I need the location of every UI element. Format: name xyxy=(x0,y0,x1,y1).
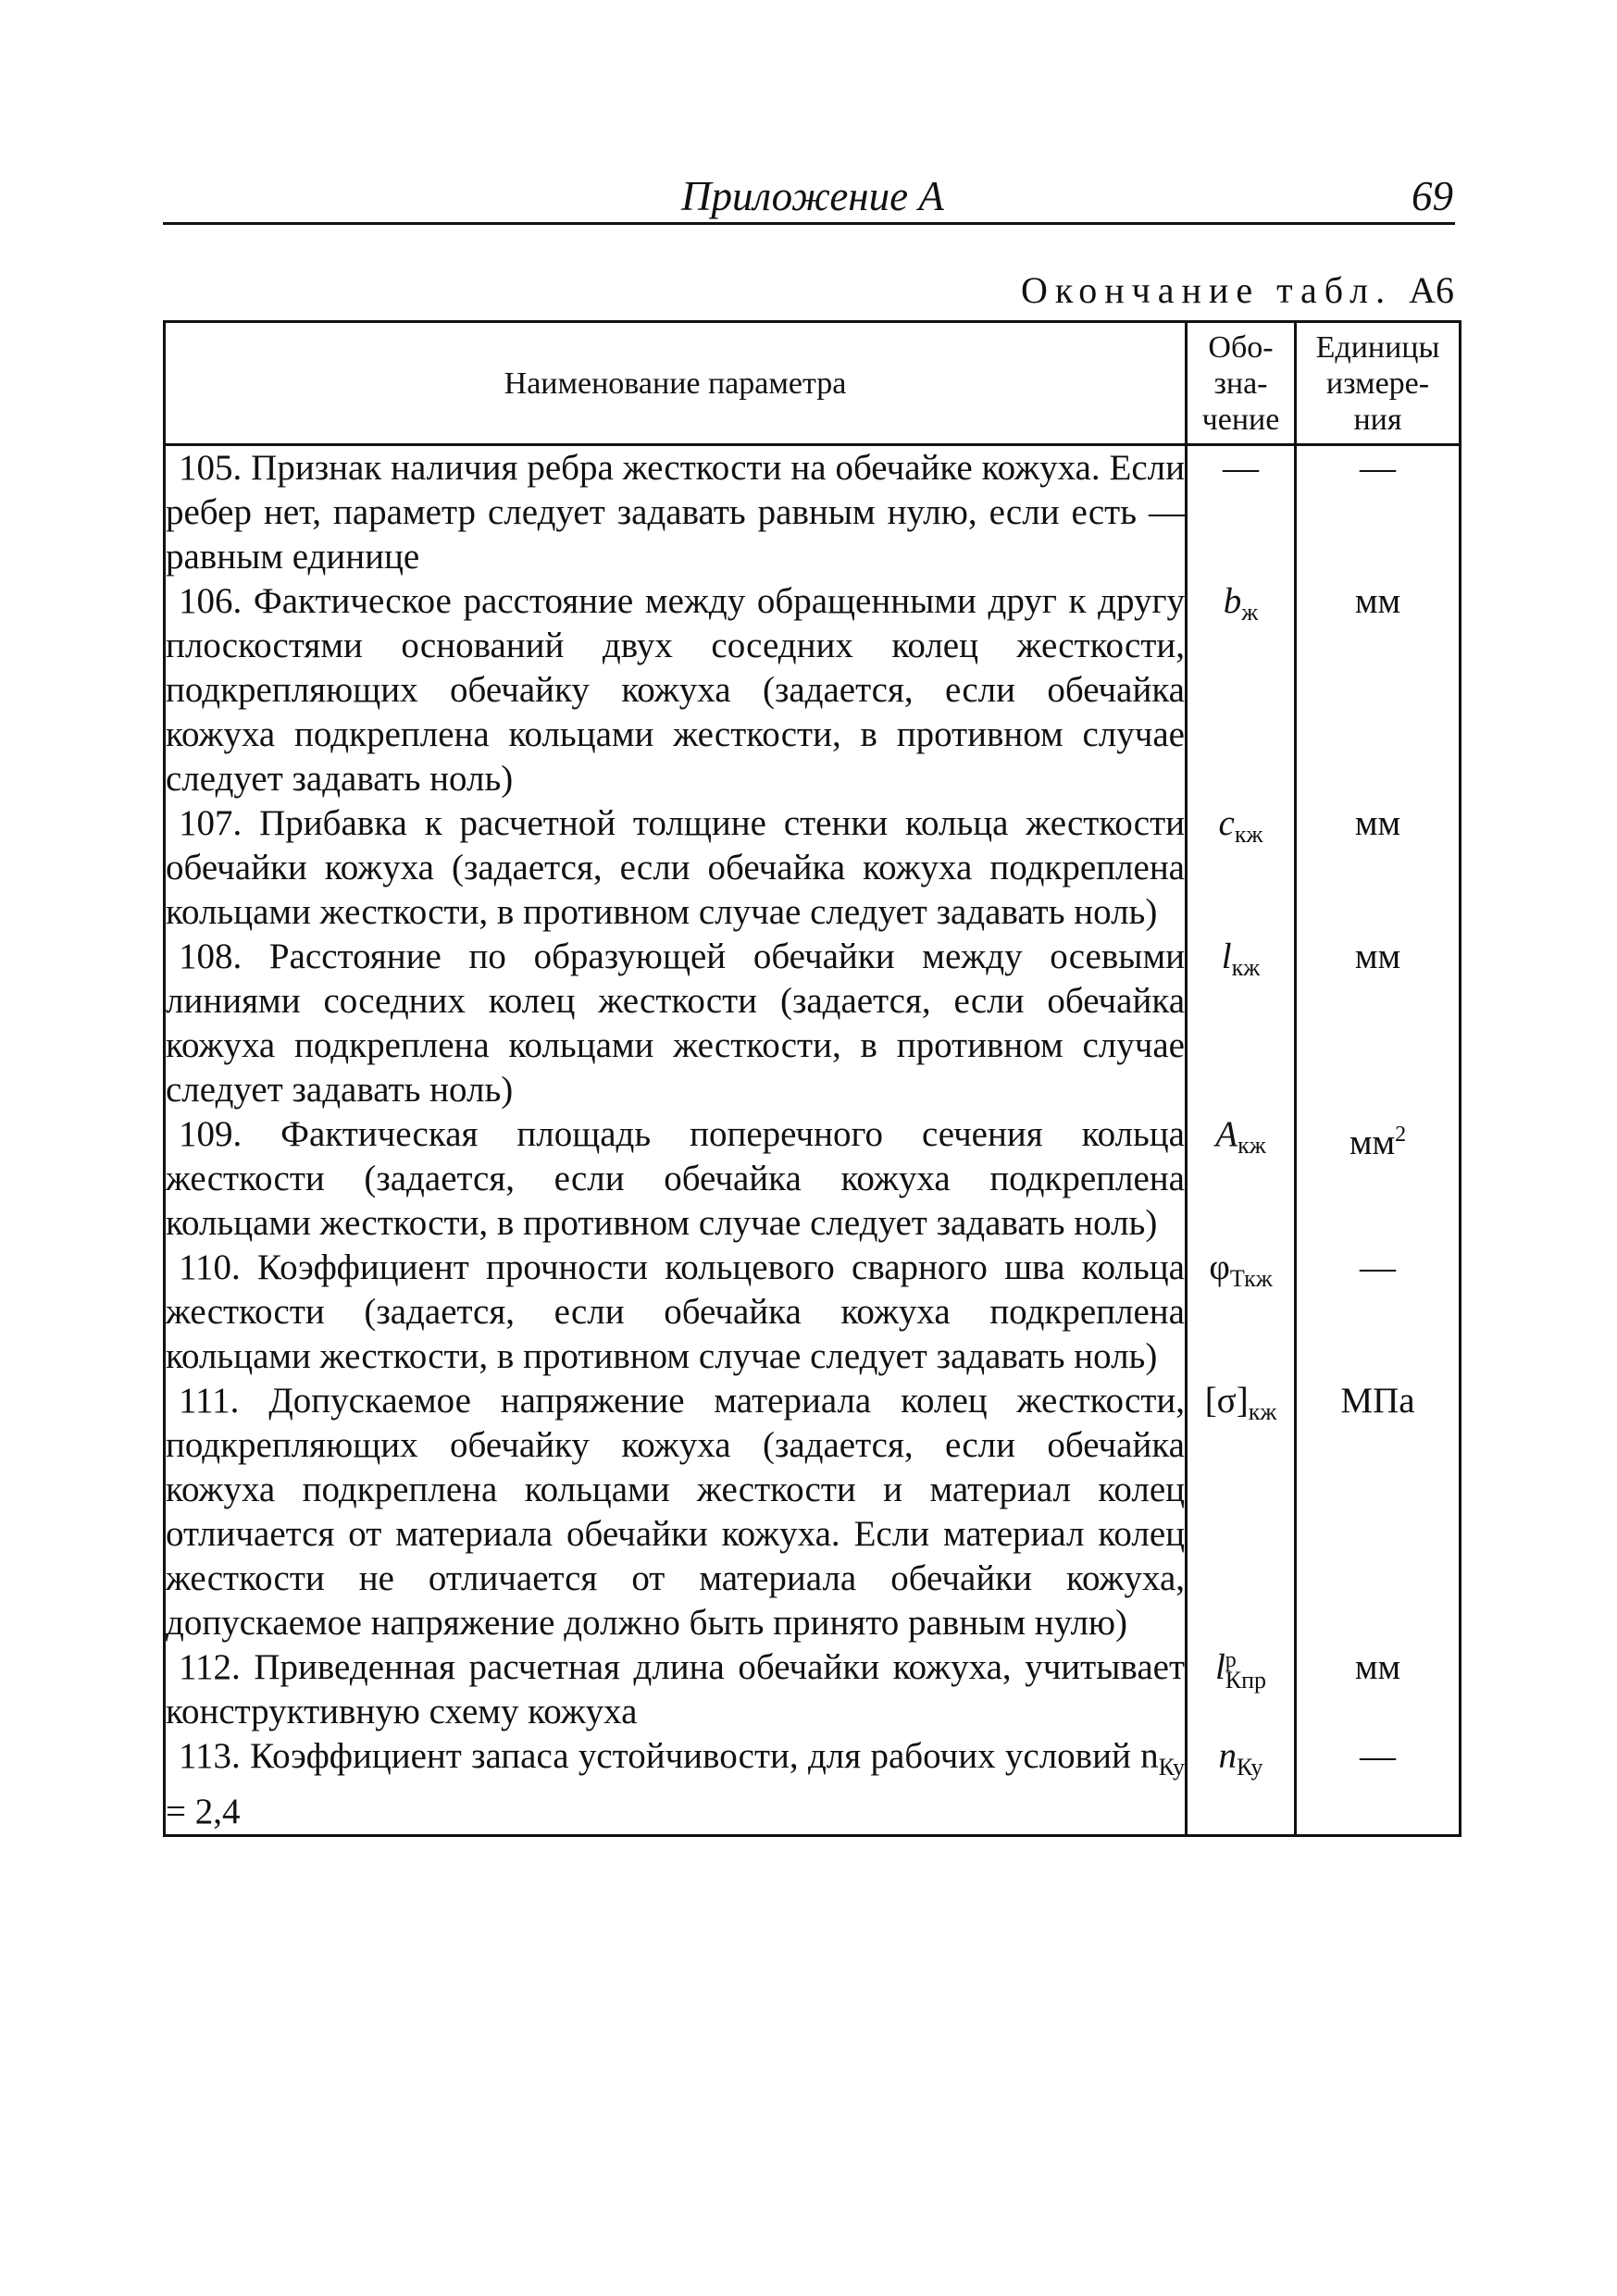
symbol-main: n xyxy=(1218,1736,1238,1776)
param-name xyxy=(165,579,1187,801)
param-symbol xyxy=(1187,1379,1296,1645)
continuation-label: Окончание табл. xyxy=(1020,269,1393,311)
header-symbol-text: Обо- зна- чение xyxy=(1201,329,1280,437)
table-continuation-caption xyxy=(1021,268,1454,312)
symbol-subscript: кж xyxy=(1231,954,1261,981)
table-row xyxy=(165,1112,1461,1246)
param-name xyxy=(165,935,1187,1112)
symbol-subscript: кж xyxy=(1234,821,1263,848)
symbol-main: b xyxy=(1223,581,1242,621)
param-text: 110. Коэффициент прочности кольцевого сварного шва кольца жесткости (задается, если обечайка кожуха подкреплена кольцами жесткости, в противном случае следует задавать ноль) xyxy=(166,1247,1185,1376)
param-name xyxy=(165,1246,1187,1379)
table-row xyxy=(165,445,1461,580)
param-unit: мм xyxy=(1296,579,1461,801)
param-text: 108. Расстояние по образующей обечайки между осевыми линиями соседних колец жесткости (задается, если обечайка кожуха подкреплена кольцами жесткости, в противном случае следует задавать ноль) xyxy=(166,937,1185,1110)
param-unit xyxy=(1296,1112,1461,1246)
param-symbol xyxy=(1187,1246,1296,1379)
table-row xyxy=(165,1734,1461,1836)
header-symbol xyxy=(1187,322,1296,445)
symbol-subscript: Ткж xyxy=(1229,1265,1273,1292)
param-unit: — xyxy=(1296,1246,1461,1379)
header-parameter-name: Наименование параметра xyxy=(165,322,1187,445)
param-text: 107. Прибавка к расчетной толщине стенки кольца жесткости обечайки кожуха (задается, если обечайка кожуха подкреплена кольцами жесткости, в противном случае следует задавать ноль) xyxy=(166,803,1185,932)
param-name xyxy=(165,1112,1187,1246)
param-text: 111. Допускаемое напряжение материала колец жесткости, подкрепляющих обечайку кожуха (задается, если обечайка кожуха подкреплена кольцами жесткости и материал колец отличается от материала обечайки кожуха. Если материал колец жесткости не отличается от материала обечайки кожуха, допускаемое напряжение должно быть принято равным нулю) xyxy=(166,1381,1185,1643)
param-symbol xyxy=(1187,1112,1296,1246)
param-unit: мм xyxy=(1296,801,1461,935)
param-unit: МПа xyxy=(1296,1379,1461,1645)
param-unit: мм xyxy=(1296,1645,1461,1734)
param-text: 109. Фактическая площадь поперечного сечения кольца жесткости (задается, если обечайка кожуха подкреплена кольцами жесткости, в противном случае следует задавать ноль) xyxy=(166,1114,1185,1243)
table-row xyxy=(165,801,1461,935)
param-text-tail: = 2,4 xyxy=(166,1792,241,1831)
running-header xyxy=(163,165,1455,225)
header-title: Приложение А xyxy=(681,173,944,219)
table-row xyxy=(165,1246,1461,1379)
symbol-subscript: ж xyxy=(1241,599,1259,626)
table-row xyxy=(165,579,1461,801)
param-name xyxy=(165,1734,1187,1836)
param-symbol: — xyxy=(1187,445,1296,580)
header-units-text: Единицы измере- ния xyxy=(1315,329,1440,437)
symbol-superscript: р xyxy=(1225,1648,1237,1672)
header-units xyxy=(1296,322,1461,445)
symbol-subscript: Ку xyxy=(1237,1754,1263,1781)
symbol-subscript: кж xyxy=(1238,1132,1266,1159)
symbol-main: l xyxy=(1214,1647,1225,1687)
symbol-subscript: Кпр xyxy=(1225,1667,1267,1694)
param-symbol xyxy=(1187,1645,1296,1734)
table-header-row xyxy=(165,322,1461,445)
param-text: 106. Фактическое расстояние между обращенными друг к другу плоскостями оснований двух соседних колец жесткости, подкрепляющих обечайку кожуха (задается, если обечайка кожуха подкреплена кольцами жесткости, в противном случае следует задавать ноль) xyxy=(166,581,1185,799)
param-text: 105. Признак наличия ребра жесткости на обечайке кожуха. Если ребер нет, параметр следует задавать равным нулю, если есть — равным единице xyxy=(166,448,1185,577)
symbol-main: l xyxy=(1221,937,1232,976)
unit-superscript: 2 xyxy=(1395,1123,1407,1147)
param-name xyxy=(165,1645,1187,1734)
symbol-main: c xyxy=(1218,803,1235,843)
param-unit: — xyxy=(1296,1734,1461,1836)
inline-subscript: Ку xyxy=(1158,1754,1185,1781)
table-row xyxy=(165,1379,1461,1645)
symbol-main: φ xyxy=(1209,1247,1230,1287)
param-text: 113. Коэффициент запаса устойчивости, для рабочих условий n xyxy=(179,1736,1159,1776)
param-symbol xyxy=(1187,801,1296,935)
param-unit: — xyxy=(1296,445,1461,580)
param-symbol xyxy=(1187,935,1296,1112)
page-number: 69 xyxy=(1412,173,1453,219)
param-name xyxy=(165,1379,1187,1645)
param-text: 112. Приведенная расчетная длина обечайки кожуха, учитывает конструктивную схему кожуха xyxy=(166,1647,1185,1731)
table-row xyxy=(165,1645,1461,1734)
table-number: А6 xyxy=(1409,269,1454,311)
symbol-main: A xyxy=(1215,1114,1238,1154)
param-name xyxy=(165,801,1187,935)
unit-main: мм xyxy=(1349,1123,1396,1162)
parameter-table xyxy=(163,320,1462,1837)
param-symbol xyxy=(1187,579,1296,801)
param-name xyxy=(165,445,1187,580)
param-symbol xyxy=(1187,1734,1296,1836)
symbol-subscript: кж xyxy=(1248,1398,1277,1425)
table-row xyxy=(165,935,1461,1112)
param-unit: мм xyxy=(1296,935,1461,1112)
symbol-main: [σ] xyxy=(1204,1381,1249,1421)
